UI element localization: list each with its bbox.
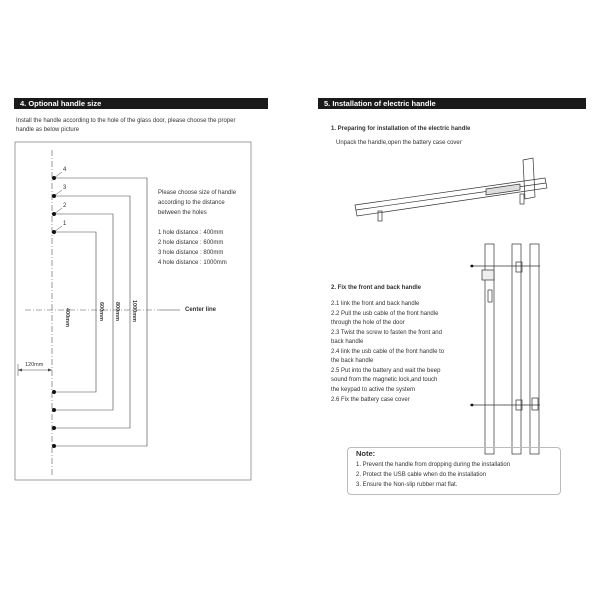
section-header-installation: 5. Installation of electric handle	[318, 98, 586, 109]
step-line-2: 2.2 Pull the usb cable of the front handle	[331, 311, 439, 317]
step-line-3: through the hole of the door	[331, 320, 405, 326]
step-line-1: 2.1 link the front and back handle	[331, 301, 420, 307]
dim-label-600: 600mm	[98, 302, 104, 321]
step-line-5: back handle	[331, 339, 364, 345]
step-line-4: 2.3 Twist the screw to fasten the front and	[331, 330, 442, 336]
distance-4: 4 hole distance : 1000mm	[158, 260, 227, 266]
distance-3: 3 hole distance : 800mm	[158, 250, 224, 256]
step-line-11: 2.6 Fix the battery case cover	[331, 397, 410, 403]
offset-label: 120mm	[25, 362, 44, 368]
section-header-handle-size: 4. Optional handle size	[14, 98, 268, 109]
step-line-9: sound from the magnetic lock,and touch	[331, 377, 438, 383]
distance-1: 1 hole distance : 400mm	[158, 230, 224, 236]
hole-marker-3: 3	[63, 185, 67, 191]
note-title: Note:	[356, 449, 376, 458]
hole-marker-2: 2	[63, 203, 67, 209]
note-3: 3. Ensure the Non-slip rubber mat flat.	[356, 482, 458, 488]
intro-line-1: Install the handle according to the hole of the glass door, please choose the proper	[16, 118, 236, 124]
hole-marker-1: 1	[63, 221, 67, 227]
hole-marker-4: 4	[63, 167, 67, 173]
step-line-8: 2.5 Put into the battery and wait the beep	[331, 368, 441, 374]
step2-title: 2. Fix the front and back handle	[331, 285, 422, 291]
dim-label-1000: 1000mm	[131, 300, 137, 323]
note-1: 1. Prevent the handle from dropping during the installation	[356, 462, 511, 468]
center-line-label: Center line	[185, 307, 217, 313]
step1-text: Unpack the handle,open the battery case cover	[336, 140, 462, 146]
choose-size-line-1: Please choose size of handle	[158, 190, 237, 196]
note-2: 2. Protect the USB cable when do the installation	[356, 472, 487, 478]
step1-title: 1. Preparing for installation of the electric handle	[331, 126, 471, 132]
dim-label-800: 800mm	[114, 302, 120, 321]
intro-line-2: handle as below picture	[16, 127, 80, 133]
choose-size-line-3: between the holes	[158, 210, 207, 216]
choose-size-line-2: according to the distance	[158, 200, 225, 206]
dim-label-400: 400mm	[64, 308, 70, 327]
step-line-6: 2.4 link the usb cable of the front handle to	[331, 349, 445, 355]
step-line-10: the keypad to active the system	[331, 387, 416, 393]
step-line-7: the back handle	[331, 358, 374, 364]
distance-2: 2 hole distance : 600mm	[158, 240, 224, 246]
